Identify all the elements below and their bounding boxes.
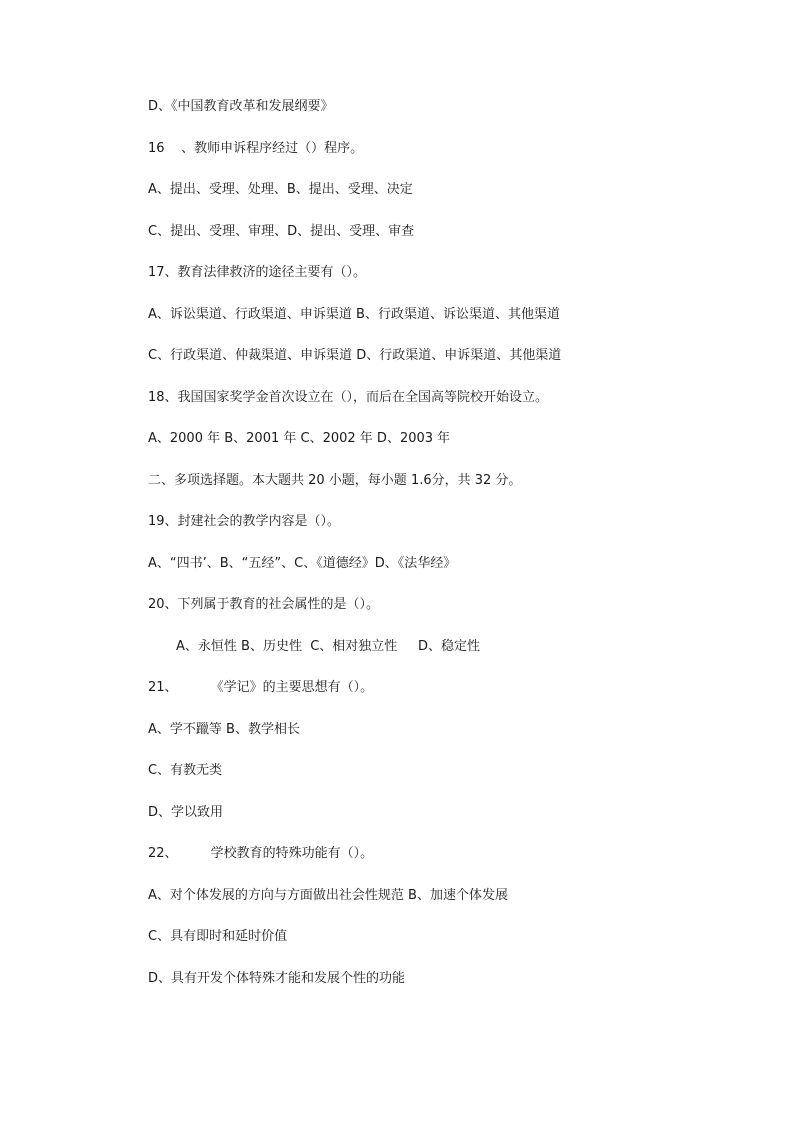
section-heading-multiple-choice: 二、多项选择题。本大题共 20 小题，每小题 1.6分，共 32 分。 bbox=[148, 473, 522, 488]
option-c-q22: C、具有即时和延时价值 bbox=[148, 929, 288, 944]
question-20: 20、下列属于教育的社会属性的是（）。 bbox=[148, 597, 380, 612]
options-ab-q17: A、诉讼渠道、行政渠道、申诉渠道 B、行政渠道、诉讼渠道、其他渠道 bbox=[148, 307, 560, 322]
question-17: 17、教育法律救济的途径主要有（）。 bbox=[148, 265, 367, 280]
question-16: 16 、教师申诉程序经过（）程序。 bbox=[148, 141, 364, 156]
options-q18: A、2000 年 B、2001 年 C、2002 年 D、2003 年 bbox=[148, 431, 451, 446]
question-21: 21、 《学记》的主要思想有（）。 bbox=[148, 680, 374, 695]
option-d-q22: D、具有开发个体特殊才能和发展个性的功能 bbox=[148, 971, 406, 986]
options-ab-q21: A、学不躐等 B、教学相长 bbox=[148, 722, 300, 737]
option-d-q21: D、学以致用 bbox=[148, 805, 224, 820]
options-q19: A、“四书’、B、“五经”、C、《道德经》D、《法华经》 bbox=[148, 556, 457, 571]
options-ab-q22: A、对个体发展的方向与方面做出社会性规范 B、加速个体发展 bbox=[148, 888, 508, 903]
options-cd-q17: C、行政渠道、仲裁渠道、申诉渠道 D、行政渠道、申诉渠道、其他渠道 bbox=[148, 348, 562, 363]
options-ab-q16: A、提出、受理、处理、B、提出、受理、决定 bbox=[148, 182, 413, 197]
options-cd-q16: C、提出、受理、审理、D、提出、受理、审查 bbox=[148, 224, 415, 239]
option-d-q15: D、《中国教育改革和发展纲要》 bbox=[148, 99, 334, 114]
options-q20: A、永恒性 B、历史性 C、相对独立性 D、稳定性 bbox=[176, 639, 480, 654]
option-c-q21: C、有教无类 bbox=[148, 763, 223, 778]
question-19: 19、封建社会的教学内容是（）。 bbox=[148, 514, 341, 529]
question-18: 18、我国国家奖学金首次设立在（），而后在全国高等院校开始设立。 bbox=[148, 390, 549, 405]
question-22: 22、 学校教育的特殊功能有（）。 bbox=[148, 846, 374, 861]
